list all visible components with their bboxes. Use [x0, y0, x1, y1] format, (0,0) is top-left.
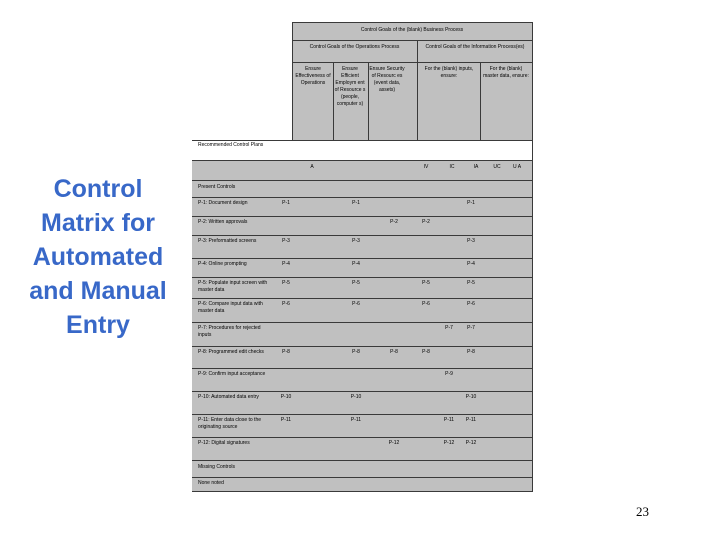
matrix-cell: P-11 — [443, 417, 455, 423]
matrix-cell: P-5 — [422, 280, 430, 286]
control-row-label: P-2: Written approvals — [198, 219, 248, 225]
grid-line — [192, 277, 532, 278]
slide-title: Control Matrix for Automated and Manual Entry — [29, 175, 167, 339]
matrix-cell: P-3 — [282, 238, 290, 244]
grid-line — [292, 22, 293, 140]
grid-line — [292, 40, 532, 41]
col-code-ua: U A — [512, 164, 522, 170]
control-row-label: P-3: Preformatted screens — [198, 238, 257, 244]
grid-line — [192, 160, 532, 161]
slide-number: 23 — [636, 504, 649, 519]
matrix-cell: P-5 — [282, 280, 290, 286]
business-goals-header: Control Goals of the (blank) Business Process — [360, 27, 464, 33]
matrix-cell: P-4 — [467, 261, 475, 267]
matrix-cell: P-10 — [350, 394, 362, 400]
matrix-cell: P-8 — [467, 349, 475, 355]
matrix-cell: P-12 — [443, 440, 455, 446]
grid-line — [192, 414, 532, 415]
efficiency-col-header: Ensure Efficient Employm ent of Resource s (people, computer s) — [334, 66, 366, 107]
control-row-label: P-10: Automated data entry — [198, 394, 259, 400]
control-row-label: P-9: Confirm input acceptance — [198, 371, 266, 377]
inputs-col-header: For the (blank) inputs, ensure: — [424, 66, 474, 79]
matrix-cell: P-1 — [282, 200, 290, 206]
col-code-uc: UC — [493, 164, 501, 170]
matrix-cell: P-1 — [352, 200, 360, 206]
control-row-label: P-5: Populate input screen with master data — [198, 280, 268, 293]
control-matrix-table — [192, 22, 532, 492]
corner-cell — [192, 22, 292, 140]
matrix-cell: P-5 — [352, 280, 360, 286]
missing-controls-note: None noted — [198, 480, 224, 486]
matrix-cell: P-4 — [352, 261, 360, 267]
matrix-cell: P-8 — [422, 349, 430, 355]
grid-line — [192, 491, 532, 492]
matrix-cell: P-8 — [352, 349, 360, 355]
grid-line — [292, 22, 532, 23]
control-row-label: P-6: Compare input data with master data — [198, 301, 263, 314]
matrix-cell: P-2 — [390, 219, 398, 225]
col-code-ia: IA — [473, 164, 479, 170]
matrix-cell: P-6 — [352, 301, 360, 307]
effectiveness-col-header: Ensure Effectiveness of Operations — [295, 66, 331, 86]
grid-line — [532, 22, 533, 492]
grid-line — [192, 477, 532, 478]
grid-line — [192, 368, 532, 369]
control-row-label: P-12: Digital signatures — [198, 440, 250, 446]
matrix-cell: P-12 — [465, 440, 477, 446]
master-data-col-header: For the (blank) master data, ensure: — [483, 66, 529, 79]
matrix-cell: P-6 — [422, 301, 430, 307]
control-row-label: P-1: Document design — [198, 200, 248, 206]
grid-line — [192, 391, 532, 392]
grid-line — [192, 140, 532, 141]
col-code-iv: IV — [423, 164, 429, 170]
matrix-cell: P-10 — [280, 394, 292, 400]
matrix-cell: P-1 — [467, 200, 475, 206]
control-row-label: P-11: Enter data close to the originating source — [198, 417, 262, 430]
matrix-cell: P-8 — [282, 349, 290, 355]
col-code-ic: IC — [449, 164, 455, 170]
matrix-cell: P-7 — [445, 325, 453, 331]
operations-goals-header: Control Goals of the Operations Process — [309, 44, 400, 50]
grid-line — [192, 298, 532, 299]
grid-line — [192, 216, 532, 217]
matrix-cell: P-2 — [422, 219, 430, 225]
missing-controls-label: Missing Controls — [198, 464, 235, 470]
info-goals-header: Control Goals of the Information Process(es) — [425, 44, 525, 50]
matrix-cell: P-11 — [280, 417, 292, 423]
recommended-plans-label: Recommended Control Plans — [198, 142, 264, 148]
grid-line — [192, 180, 532, 181]
col-code-a: A — [310, 164, 314, 170]
grid-line — [192, 460, 532, 461]
grid-line — [192, 258, 532, 259]
matrix-cell: P-3 — [352, 238, 360, 244]
control-row-label: P-7: Procedures for rejected inputs — [198, 325, 261, 338]
matrix-cell: P-11 — [465, 417, 477, 423]
matrix-cell: P-3 — [467, 238, 475, 244]
matrix-cell: P-10 — [465, 394, 477, 400]
matrix-cell: P-9 — [445, 371, 453, 377]
grid-line — [480, 62, 481, 140]
matrix-cell: P-6 — [467, 301, 475, 307]
grid-line — [292, 62, 532, 63]
grid-line — [192, 437, 532, 438]
control-row-label: P-8: Programmed edit checks — [198, 349, 264, 355]
control-row-label: P-4: Online prompting — [198, 261, 247, 267]
security-col-header: Ensure Security of Resourc es (event data, assets) — [369, 66, 405, 93]
matrix-cell: P-12 — [388, 440, 400, 446]
grid-line — [192, 197, 532, 198]
matrix-cell: P-6 — [282, 301, 290, 307]
grid-line — [192, 322, 532, 323]
matrix-cell: P-11 — [350, 417, 362, 423]
matrix-cell: P-5 — [467, 280, 475, 286]
present-controls-label: Present Controls — [198, 184, 236, 190]
matrix-cell: P-4 — [282, 261, 290, 267]
grid-line — [192, 235, 532, 236]
matrix-cell: P-7 — [467, 325, 475, 331]
grid-line — [417, 40, 418, 140]
matrix-cell: P-8 — [390, 349, 398, 355]
grid-line — [192, 346, 532, 347]
